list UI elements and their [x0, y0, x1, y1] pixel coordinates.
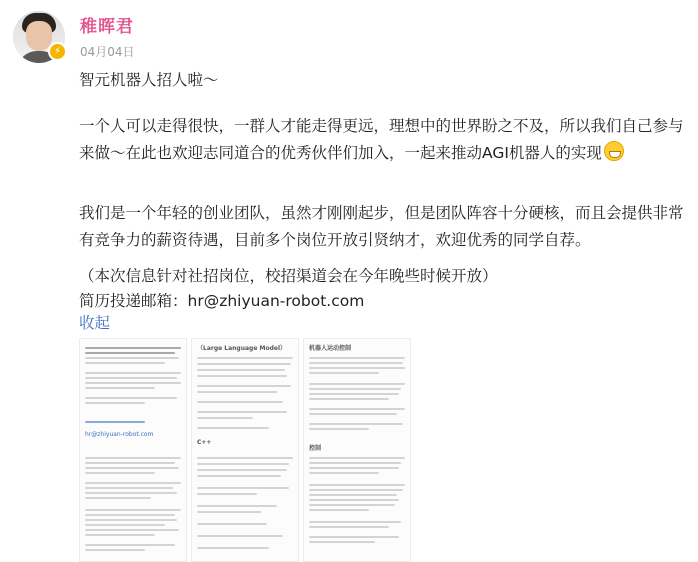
post-paragraph: （本次信息针对社招岗位，校招渠道会在今年晚些时候开放） — [79, 267, 498, 285]
image-thumbnail-3[interactable] — [303, 338, 411, 562]
post-paragraph: 智元机器人招人啦～ — [79, 71, 219, 89]
image-thumbnail-2[interactable] — [191, 338, 299, 562]
thumbnail-heading: C++ — [197, 439, 212, 446]
post-date[interactable]: 04月04日 — [80, 45, 135, 59]
verified-badge-icon: ⚡ — [48, 42, 67, 61]
thumbnail-heading: 机器人运动控制 — [309, 345, 352, 352]
grinning-face-icon — [604, 141, 624, 161]
post-paragraph: 我们是一个年轻的创业团队，虽然才刚刚起步，但是团队阵容十分硬核，而且会提供非常有竞争力的薪资待遇，目前多个岗位开放引贤纳才，欢迎优秀的同学自荐。 — [79, 204, 684, 249]
post-email: 简历投递邮箱：hr@zhiyuan-robot.com — [79, 292, 365, 310]
thumbnail-heading: 控制 — [309, 445, 322, 452]
collapse-link[interactable]: 收起 — [79, 314, 111, 332]
image-thumbnail-1[interactable] — [79, 338, 187, 562]
image-thumbnails — [79, 338, 411, 562]
author-name[interactable]: 稚晖君 — [80, 17, 134, 37]
thumbnail-heading: （Large Language Model） — [197, 345, 287, 352]
post-paragraph: 一个人可以走得很快，一群人才能走得更远，理想中的世界盼之不及，所以我们自己参与来做～在此也欢迎志同道合的优秀伙伴们加入，一起来推动AGI机器人的实现 — [79, 117, 684, 162]
thumbnail-link: hr@zhiyuan-robot.com — [85, 431, 154, 438]
